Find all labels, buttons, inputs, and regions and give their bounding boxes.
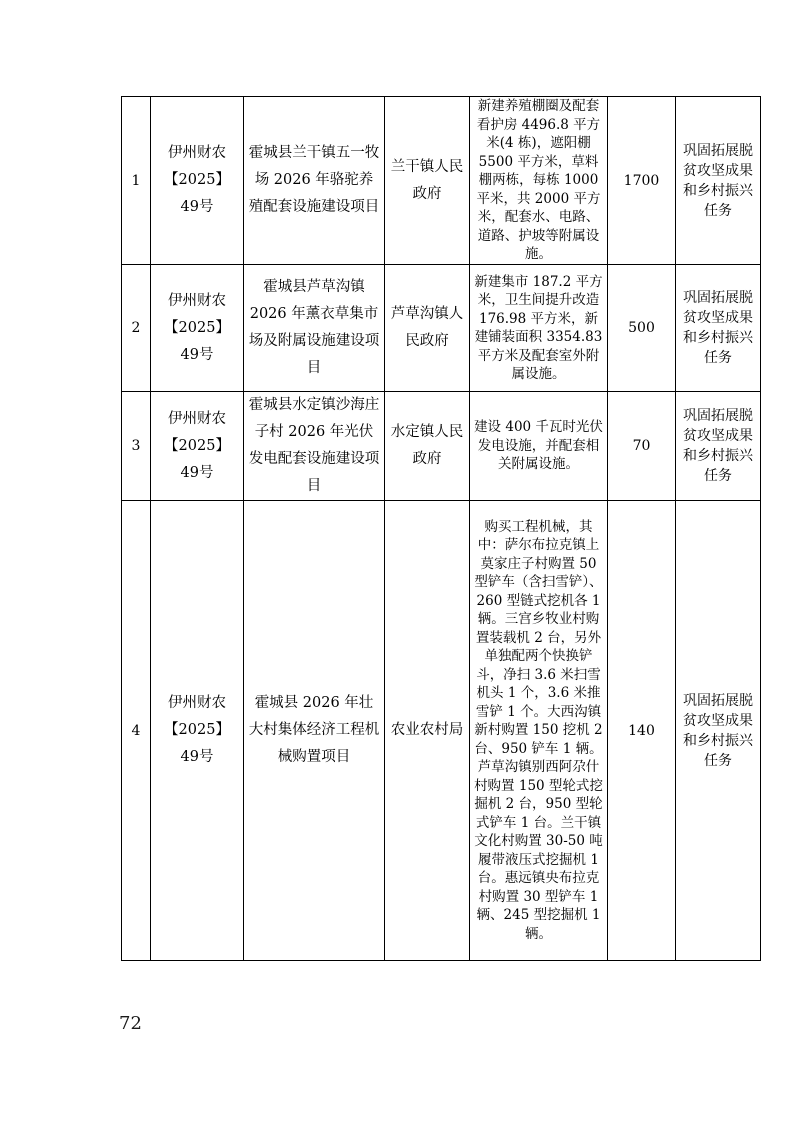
row-purpose: 巩固拓展脱贫攻坚成果和乡村振兴任务 — [676, 265, 761, 392]
row-purpose: 巩固拓展脱贫攻坚成果和乡村振兴任务 — [676, 97, 761, 265]
row-doc-number: 伊州财农【2025】49号 — [151, 392, 244, 501]
row-project-name: 霍城县芦草沟镇 2026 年薰衣草集市场及附属设施建设项目 — [244, 265, 385, 392]
row-construction-content: 新建集市 187.2 平方米，卫生间提升改造 176.98 平方米，新建铺装面积 3354.83 平方米及配套室外附属设施。 — [470, 265, 608, 392]
row-seq: 1 — [122, 97, 151, 265]
row-amount: 70 — [608, 392, 676, 501]
row-amount: 500 — [608, 265, 676, 392]
row-implementing-unit: 兰干镇人民政府 — [385, 97, 470, 265]
projects-table — [121, 96, 761, 961]
row-seq: 2 — [122, 265, 151, 392]
row-seq: 3 — [122, 392, 151, 501]
table-row — [122, 501, 761, 961]
row-implementing-unit: 芦草沟镇人民政府 — [385, 265, 470, 392]
row-purpose: 巩固拓展脱贫攻坚成果和乡村振兴任务 — [676, 501, 761, 961]
table-row — [122, 392, 761, 501]
row-project-name: 霍城县 2026 年壮大村集体经济工程机械购置项目 — [244, 501, 385, 961]
row-construction-content: 新建养殖棚圈及配套看护房 4496.8 平方米(4 栋)，遮阳棚 5500 平方米，草料棚两栋，每栋 1000 平米，共 2000 平方米，配套水、电路、道路、护坡等附属设施。 — [470, 97, 608, 265]
table-row — [122, 265, 761, 392]
row-project-name: 霍城县兰干镇五一牧场 2026 年骆驼养殖配套设施建设项目 — [244, 97, 385, 265]
row-implementing-unit: 水定镇人民政府 — [385, 392, 470, 501]
row-purpose: 巩固拓展脱贫攻坚成果和乡村振兴任务 — [676, 392, 761, 501]
table-row — [122, 97, 761, 265]
row-construction-content: 购买工程机械，其中：萨尔布拉克镇上莫家庄子村购置 50 型铲车（含扫雪铲）、260 型链式挖机各 1 辆。三宫乡牧业村购置装载机 2 台，另外单独配两个快换铲斗，净扫 3.6 米扫雪机头 1 个，3.6 米推雪铲 1 个。大西沟镇新村购置 150 挖机 2 台、950 铲车 1 辆。芦草沟镇别西阿尕什村购置 150 型轮式挖掘机 2 台，950 型轮式铲车 1 台。兰干镇文化村购置 30-50 吨履带液压式挖掘机 1 台。惠远镇央布拉克村购置 30 型铲车 1 辆、245 型挖掘机 1 辆。 — [470, 501, 608, 961]
page-number: 72 — [119, 1013, 142, 1034]
row-project-name: 霍城县水定镇沙海庄子村 2026 年光伏发电配套设施建设项目 — [244, 392, 385, 501]
row-doc-number: 伊州财农【2025】49号 — [151, 97, 244, 265]
row-amount: 140 — [608, 501, 676, 961]
row-seq: 4 — [122, 501, 151, 961]
row-doc-number: 伊州财农【2025】49号 — [151, 265, 244, 392]
row-doc-number: 伊州财农【2025】49号 — [151, 501, 244, 961]
row-construction-content: 建设 400 千瓦时光伏发电设施，并配套相关附属设施。 — [470, 392, 608, 501]
row-amount: 1700 — [608, 97, 676, 265]
row-implementing-unit: 农业农村局 — [385, 501, 470, 961]
